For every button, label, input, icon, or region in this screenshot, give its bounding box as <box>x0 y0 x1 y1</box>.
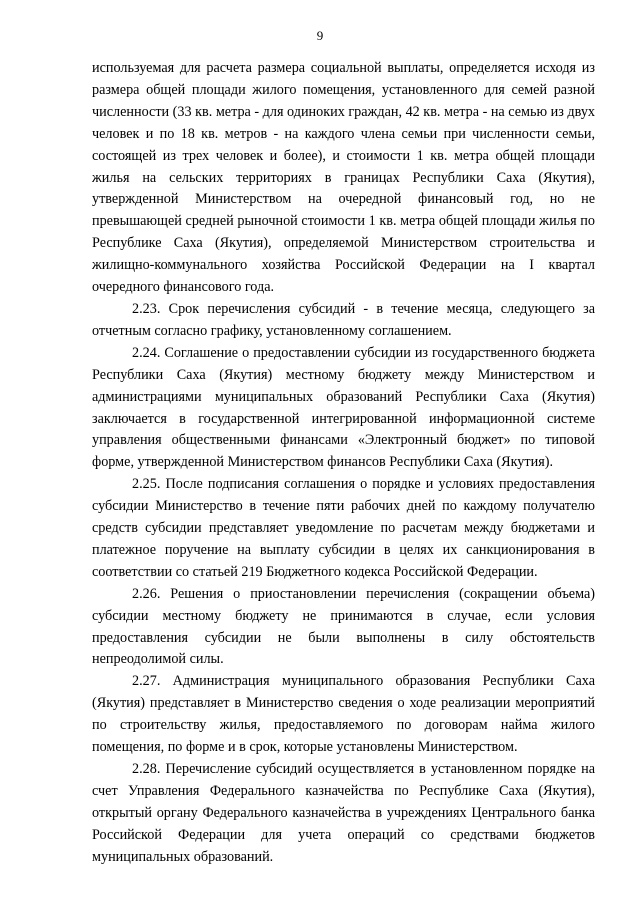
paragraph-continuation: используемая для расчета размера социальной выплаты, определяется исходя из размера общей площади жилого помещения, установленного для семей разной численности (33 кв. метра - для одиноких граждан, 42 кв. метра - на семью из двух человек и по 18 кв. метров - на каждого члена семьи при численности семьи, состоящей из трех человек и более), и стоимости 1 кв. метра общей площади жилья на сельских территориях в границах Республики Саха (Якутия), утвержденной Министерством на очередной финансовый год, но не превышающей средней рыночной стоимости 1 кв. метра общей площади жилья по Республике Саха (Якутия), определяемой Министерством строительства и жилищно-коммунального хозяйства Российской Федерации на I квартал очередного финансового года. <box>92 60 596 296</box>
paragraph-2-27: 2.27. Администрация муниципального образования Республики Саха (Якутия) представляет в Министерство сведения о ходе реализации мероприятий по строительству жилья, предоставляемого по договорам найма жилого помещения, по форме и в срок, которые установлены Министерством. <box>92 673 595 756</box>
page-number: 9 <box>316 28 324 43</box>
paragraph-2-26: 2.26. Решения о приостановлении перечисления (сокращении объема) субсидии местному бюджету не принимаются в случае, если условия предоставления субсидии не были выполнены в силу обстоятельств непреодолимой силы. <box>92 585 595 668</box>
paragraph-2-28: 2.28. Перечисление субсидий осуществляется в установленном порядке на счет Управления Федерального казначейства по Республике Саха (Якутия), открытый органу Федерального казначейства в учреждениях Центрального банка Российской Федерации для учета операций со средствами бюджетов муниципальных образований. <box>92 761 595 865</box>
paragraph-2-24: 2.24. Соглашение о предоставлении субсидии из государственного бюджета Республики Саха (Якутия) местному бюджету между Министерством и администрациями муниципальных образований Республики Саха (Якутия) заключается в государственной интегрированной информационной системе управления общественными финансами «Электронный бюджет» по типовой форме, утвержденной Министерством финансов Республики Саха (Якутия). <box>92 344 595 471</box>
paragraph-2-23: 2.23. Срок перечисления субсидий - в течение месяца, следующего за отчетным согласно графику, установленному соглашением. <box>92 300 595 339</box>
paragraph-2-25: 2.25. После подписания соглашения о порядке и условиях предоставления субсидии Министерство в течение пяти рабочих дней по каждому получателю средств субсидии представляет уведомление по расчетам между бюджетами и платежное поручение на выплату субсидии в целях их санкционирования в соответствии со статьей 219 Бюджетного кодекса Российской Федерации. <box>92 476 595 580</box>
document-body <box>92 58 595 869</box>
